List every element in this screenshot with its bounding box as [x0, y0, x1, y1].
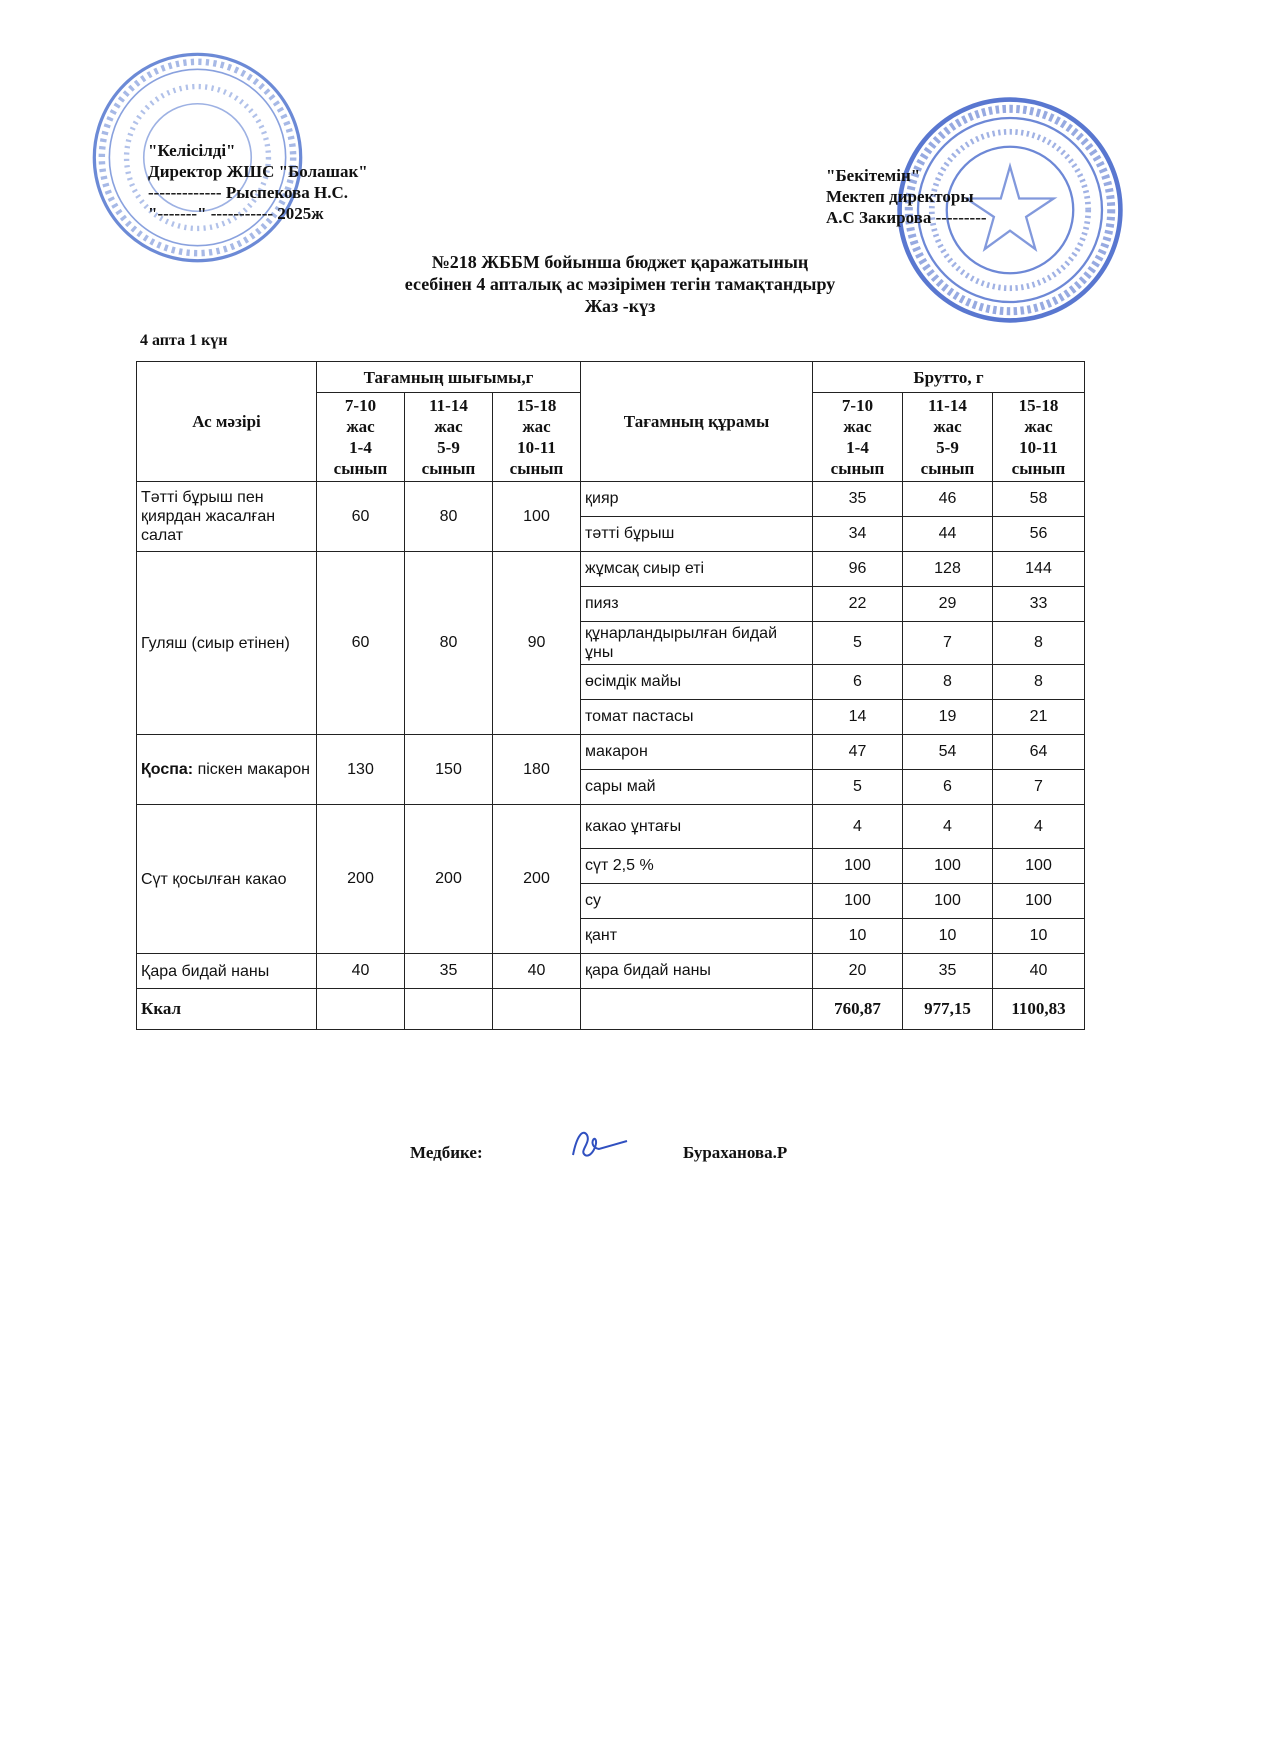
table-row	[137, 735, 1085, 770]
ingredient-brutto: 7	[993, 770, 1085, 805]
ingredient-brutto: 144	[993, 552, 1085, 587]
ingredient-brutto: 8	[993, 665, 1085, 700]
header-yield-age-2: 11-14 жас 5-9 сынып	[405, 393, 493, 482]
agreed-name: ------------- Рыспекова Н.С.	[148, 183, 348, 202]
ingredient-brutto: 100	[993, 884, 1085, 919]
table-row	[137, 552, 1085, 587]
table-row	[137, 805, 1085, 849]
ingredient-brutto: 100	[813, 884, 903, 919]
ingredient-brutto: 54	[903, 735, 993, 770]
ingredient-brutto: 29	[903, 587, 993, 622]
header-brutto-age-1: 7-10 жас 1-4 сынып	[813, 393, 903, 482]
title-line-3: Жаз -күз	[584, 296, 656, 316]
ingredient-brutto: 4	[903, 805, 993, 849]
header-menu: Ас мәзірі	[137, 362, 317, 482]
dish-yield: 80	[405, 482, 493, 552]
ingredient-brutto: 100	[813, 849, 903, 884]
dish-yield: 200	[493, 805, 581, 954]
agreed-label: "Келісілді"	[148, 141, 236, 160]
ingredient-brutto: 35	[903, 954, 993, 989]
ingredient-name: қара бидай наны	[581, 954, 813, 989]
ingredient-brutto: 20	[813, 954, 903, 989]
approval-approved-block	[826, 165, 987, 228]
dish-yield: 60	[317, 482, 405, 552]
agreed-director: Директор ЖШС "Болашак"	[148, 162, 368, 181]
ingredient-brutto: 47	[813, 735, 903, 770]
ingredient-brutto: 8	[993, 622, 1085, 665]
ingredient-brutto: 5	[813, 622, 903, 665]
ingredient-name: өсімдік майы	[581, 665, 813, 700]
dish-name: Гуляш (сиыр етінен)	[137, 552, 317, 735]
nurse-label: Медбике:	[410, 1143, 483, 1162]
dish-yield: 90	[493, 552, 581, 735]
dish-yield: 150	[405, 735, 493, 805]
dish-yield: 80	[405, 552, 493, 735]
ingredient-brutto: 22	[813, 587, 903, 622]
ingredient-brutto: 7	[903, 622, 993, 665]
ingredient-brutto: 33	[993, 587, 1085, 622]
title-line-1: №218 ЖББМ бойынша бюджет қаражатының	[431, 252, 809, 272]
approved-position: Мектеп директоры	[826, 187, 974, 206]
ingredient-brutto: 46	[903, 482, 993, 517]
header-brutto-age-2: 11-14 жас 5-9 сынып	[903, 393, 993, 482]
ingredient-brutto: 14	[813, 700, 903, 735]
ingredient-brutto: 64	[993, 735, 1085, 770]
kcal-value: 977,15	[903, 989, 993, 1030]
header-yield-age-1: 7-10 жас 1-4 сынып	[317, 393, 405, 482]
ingredient-brutto: 8	[903, 665, 993, 700]
ingredient-brutto: 44	[903, 517, 993, 552]
ingredient-brutto: 10	[903, 919, 993, 954]
ingredient-brutto: 100	[903, 849, 993, 884]
ingredient-brutto: 6	[903, 770, 993, 805]
ingredient-name: жұмсақ сиыр еті	[581, 552, 813, 587]
ingredient-brutto: 100	[903, 884, 993, 919]
handwritten-signature	[565, 1125, 635, 1165]
ingredient-brutto: 19	[903, 700, 993, 735]
ingredient-name: қияр	[581, 482, 813, 517]
approved-name: А.С Закирова ---------	[826, 208, 987, 227]
ingredient-name: құнарландырылған бидай ұны	[581, 622, 813, 665]
document-title	[300, 251, 940, 317]
ingredient-brutto: 10	[993, 919, 1085, 954]
nurse-name: Бураханова.Р	[683, 1143, 788, 1162]
kcal-value: 760,87	[813, 989, 903, 1030]
dish-name: Сүт қосылған какао	[137, 805, 317, 954]
ingredient-brutto: 56	[993, 517, 1085, 552]
approved-label: "Бекітемін"	[826, 166, 921, 185]
ingredient-name: томат пастасы	[581, 700, 813, 735]
ingredient-name: макарон	[581, 735, 813, 770]
table-row	[137, 482, 1085, 517]
header-brutto: Брутто, г	[813, 362, 1085, 393]
dish-name: Қара бидай наны	[137, 954, 317, 989]
ingredient-brutto: 10	[813, 919, 903, 954]
dish-yield: 35	[405, 954, 493, 989]
ingredient-brutto: 4	[813, 805, 903, 849]
table-row-kcal	[137, 989, 1085, 1030]
ingredient-brutto: 4	[993, 805, 1085, 849]
dish-yield: 200	[405, 805, 493, 954]
header-composition: Тағамның құрамы	[581, 362, 813, 482]
ingredient-brutto: 6	[813, 665, 903, 700]
dish-name: Қоспа: піскен макарон	[137, 735, 317, 805]
title-line-2: есебінен 4 апталық ас мәзірімен тегін тамақтандыру	[404, 274, 836, 294]
ingredient-brutto: 5	[813, 770, 903, 805]
agreed-date: "-------" ----------- 2025ж	[148, 204, 324, 223]
dish-yield: 40	[493, 954, 581, 989]
dish-yield: 100	[493, 482, 581, 552]
header-yield-age-3: 15-18 жас 10-11 сынып	[493, 393, 581, 482]
ingredient-name: қант	[581, 919, 813, 954]
approval-agreed-block	[148, 140, 368, 224]
dish-yield: 60	[317, 552, 405, 735]
dish-yield: 200	[317, 805, 405, 954]
dish-name: Тәтті бұрыш пен қиярдан жасалған салат	[137, 482, 317, 552]
menu-table	[136, 361, 1085, 1030]
kcal-value: 1100,83	[993, 989, 1085, 1030]
kcal-label: Ккал	[137, 989, 317, 1030]
ingredient-name: сүт 2,5 %	[581, 849, 813, 884]
week-day-label: 4 апта 1 күн	[140, 332, 228, 349]
ingredient-brutto: 40	[993, 954, 1085, 989]
dish-yield: 40	[317, 954, 405, 989]
table-row	[137, 954, 1085, 989]
ingredient-brutto: 100	[993, 849, 1085, 884]
ingredient-name: пияз	[581, 587, 813, 622]
ingredient-brutto: 128	[903, 552, 993, 587]
header-brutto-age-3: 15-18 жас 10-11 сынып	[993, 393, 1085, 482]
ingredient-brutto: 34	[813, 517, 903, 552]
ingredient-name: тәтті бұрыш	[581, 517, 813, 552]
ingredient-name: какао ұнтағы	[581, 805, 813, 849]
ingredient-brutto: 58	[993, 482, 1085, 517]
ingredient-brutto: 96	[813, 552, 903, 587]
ingredient-name: сары май	[581, 770, 813, 805]
dish-yield: 180	[493, 735, 581, 805]
ingredient-brutto: 35	[813, 482, 903, 517]
header-yield: Тағамның шығымы,г	[317, 362, 581, 393]
ingredient-name: су	[581, 884, 813, 919]
ingredient-brutto: 21	[993, 700, 1085, 735]
dish-yield: 130	[317, 735, 405, 805]
